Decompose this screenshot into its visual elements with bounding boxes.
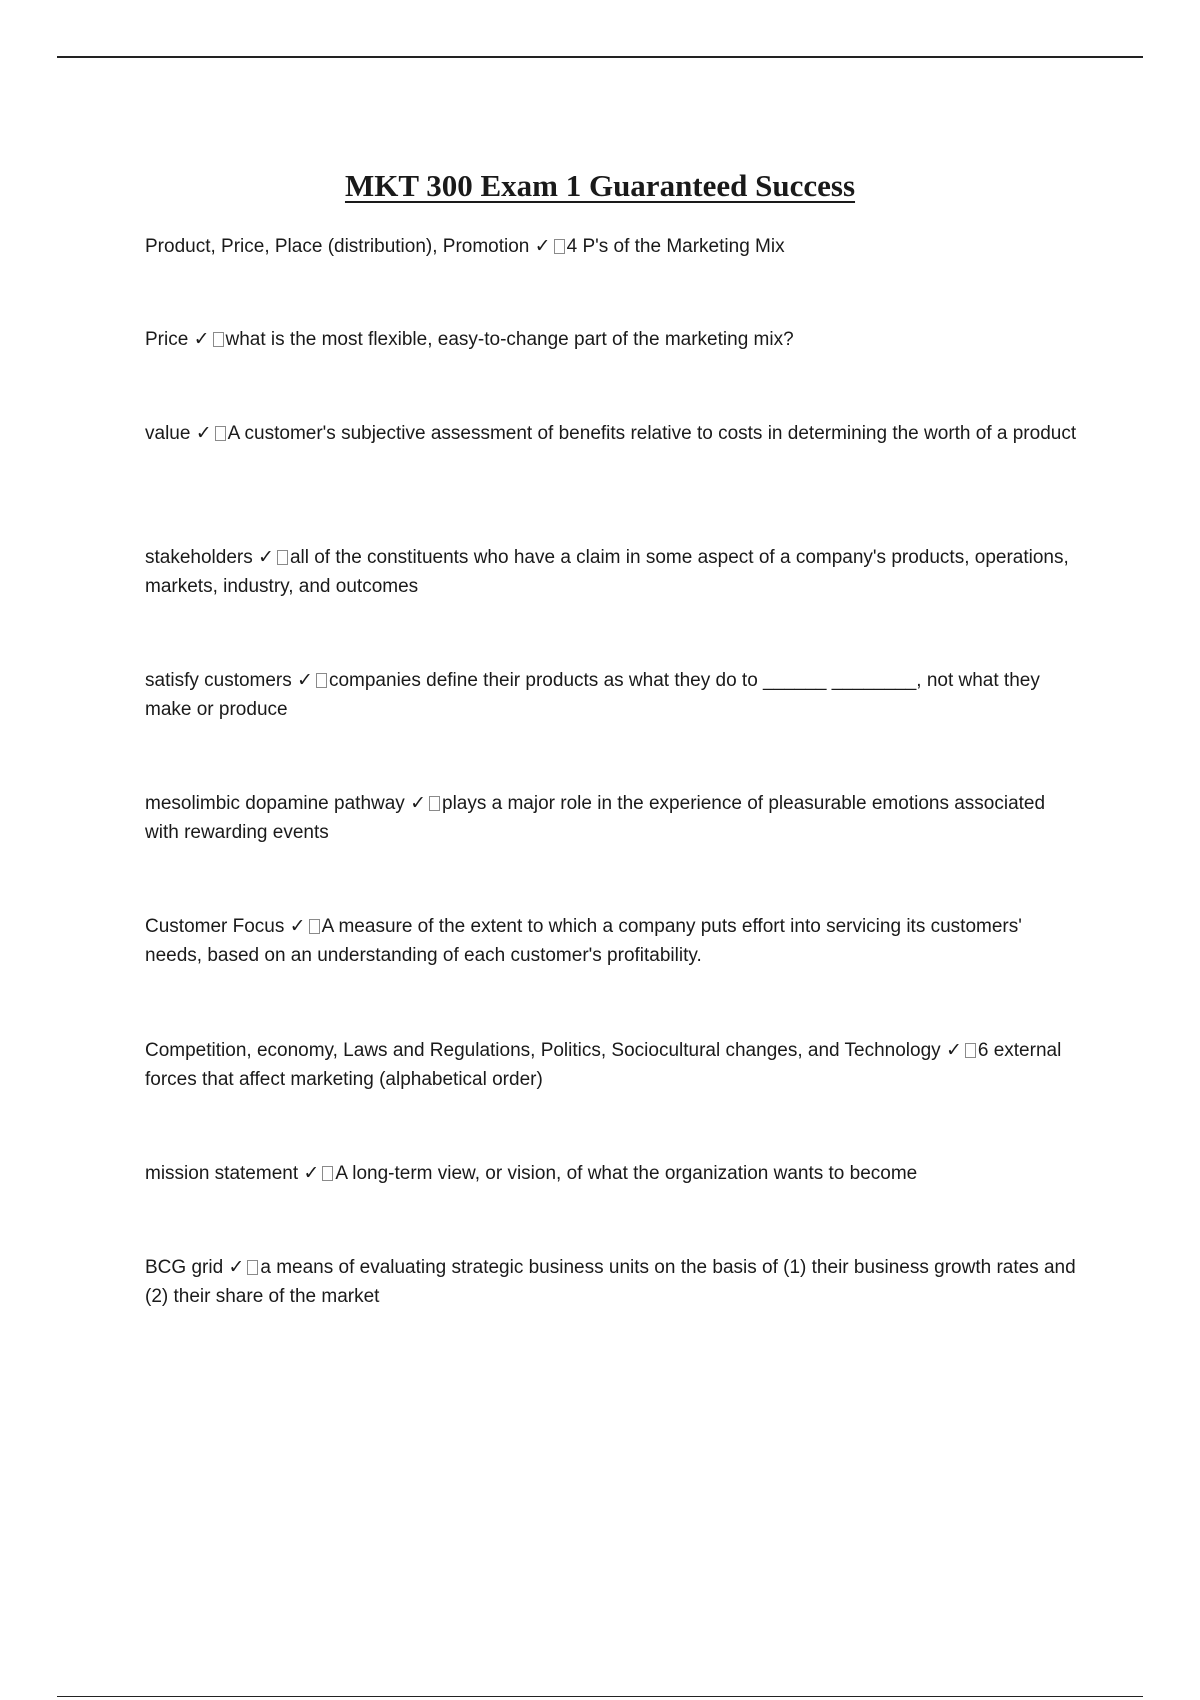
qa-entry xyxy=(145,666,1080,724)
check-icon: ✓ xyxy=(193,328,210,350)
qa-entry xyxy=(145,232,1080,261)
box-icon xyxy=(277,550,288,565)
box-icon xyxy=(247,1260,258,1275)
entry-definition: a means of evaluating strategic business units on the basis of (1) their business growth rates and (2) their share of the market xyxy=(145,1257,1076,1307)
entry-definition: what is the most flexible, easy-to-change part of the marketing mix? xyxy=(225,329,794,350)
entry-term: Product, Price, Place (distribution), Promotion xyxy=(145,236,530,257)
qa-entry xyxy=(145,789,1080,847)
entry-definition: A customer's subjective assessment of benefits relative to costs in determining the worth of a product xyxy=(227,423,1077,444)
qa-entry xyxy=(145,419,1080,448)
entry-definition: companies define their products as what they do to ______ ________, not what they make or produce xyxy=(145,670,1040,720)
entry-term: satisfy customers xyxy=(145,670,292,691)
entry-definition: 6 external forces that affect marketing (alphabetical order) xyxy=(145,1040,1062,1090)
box-icon xyxy=(429,796,440,811)
entry-term: BCG grid xyxy=(145,1257,224,1278)
box-icon xyxy=(316,673,327,688)
entry-definition: 4 P's of the Marketing Mix xyxy=(566,236,785,257)
check-icon: ✓ xyxy=(228,1256,245,1278)
check-icon: ✓ xyxy=(303,1162,320,1184)
entry-term: stakeholders xyxy=(145,547,253,568)
qa-entry xyxy=(145,325,1080,354)
entry-term: Customer Focus xyxy=(145,916,285,937)
box-icon xyxy=(215,426,226,441)
check-icon: ✓ xyxy=(534,235,551,257)
check-icon: ✓ xyxy=(297,669,313,691)
entry-term: value xyxy=(145,423,191,444)
qa-entry xyxy=(145,1159,1080,1188)
page-title-text: MKT 300 Exam 1 Guaranteed Success xyxy=(344,168,856,203)
box-icon xyxy=(213,332,224,347)
qa-entry xyxy=(145,1036,1080,1094)
entry-definition: plays a major role in the experience of pleasurable emotions associated with rewarding events xyxy=(145,793,1046,843)
check-icon: ✓ xyxy=(195,422,212,444)
box-icon xyxy=(554,239,565,254)
check-icon: ✓ xyxy=(289,915,306,937)
page-title xyxy=(0,168,1200,204)
entry-definition: A measure of the extent to which a company puts effort into servicing its customers' needs, based on an understanding of each customer's profitability. xyxy=(145,916,1022,966)
top-rule xyxy=(57,56,1143,58)
entry-term: mission statement xyxy=(145,1163,299,1184)
check-icon: ✓ xyxy=(410,792,426,814)
entry-definition: all of the constituents who have a claim in some aspect of a company's products, operations, markets, industry, and outcomes xyxy=(145,547,1069,597)
qa-entry xyxy=(145,1253,1080,1311)
entry-definition: A long-term view, or vision, of what the organization wants to become xyxy=(335,1163,918,1184)
entry-term: Competition, economy, Laws and Regulations, Politics, Sociocultural changes, and Technology xyxy=(145,1040,941,1061)
check-icon: ✓ xyxy=(945,1039,962,1061)
box-icon xyxy=(965,1043,976,1058)
qa-entry xyxy=(145,543,1080,601)
entry-term: mesolimbic dopamine pathway xyxy=(145,793,405,814)
entry-term: Price xyxy=(145,329,189,350)
check-icon: ✓ xyxy=(258,546,274,568)
qa-entry xyxy=(145,912,1080,970)
box-icon xyxy=(322,1166,333,1181)
bottom-rule xyxy=(57,1696,1143,1697)
box-icon xyxy=(309,919,320,934)
